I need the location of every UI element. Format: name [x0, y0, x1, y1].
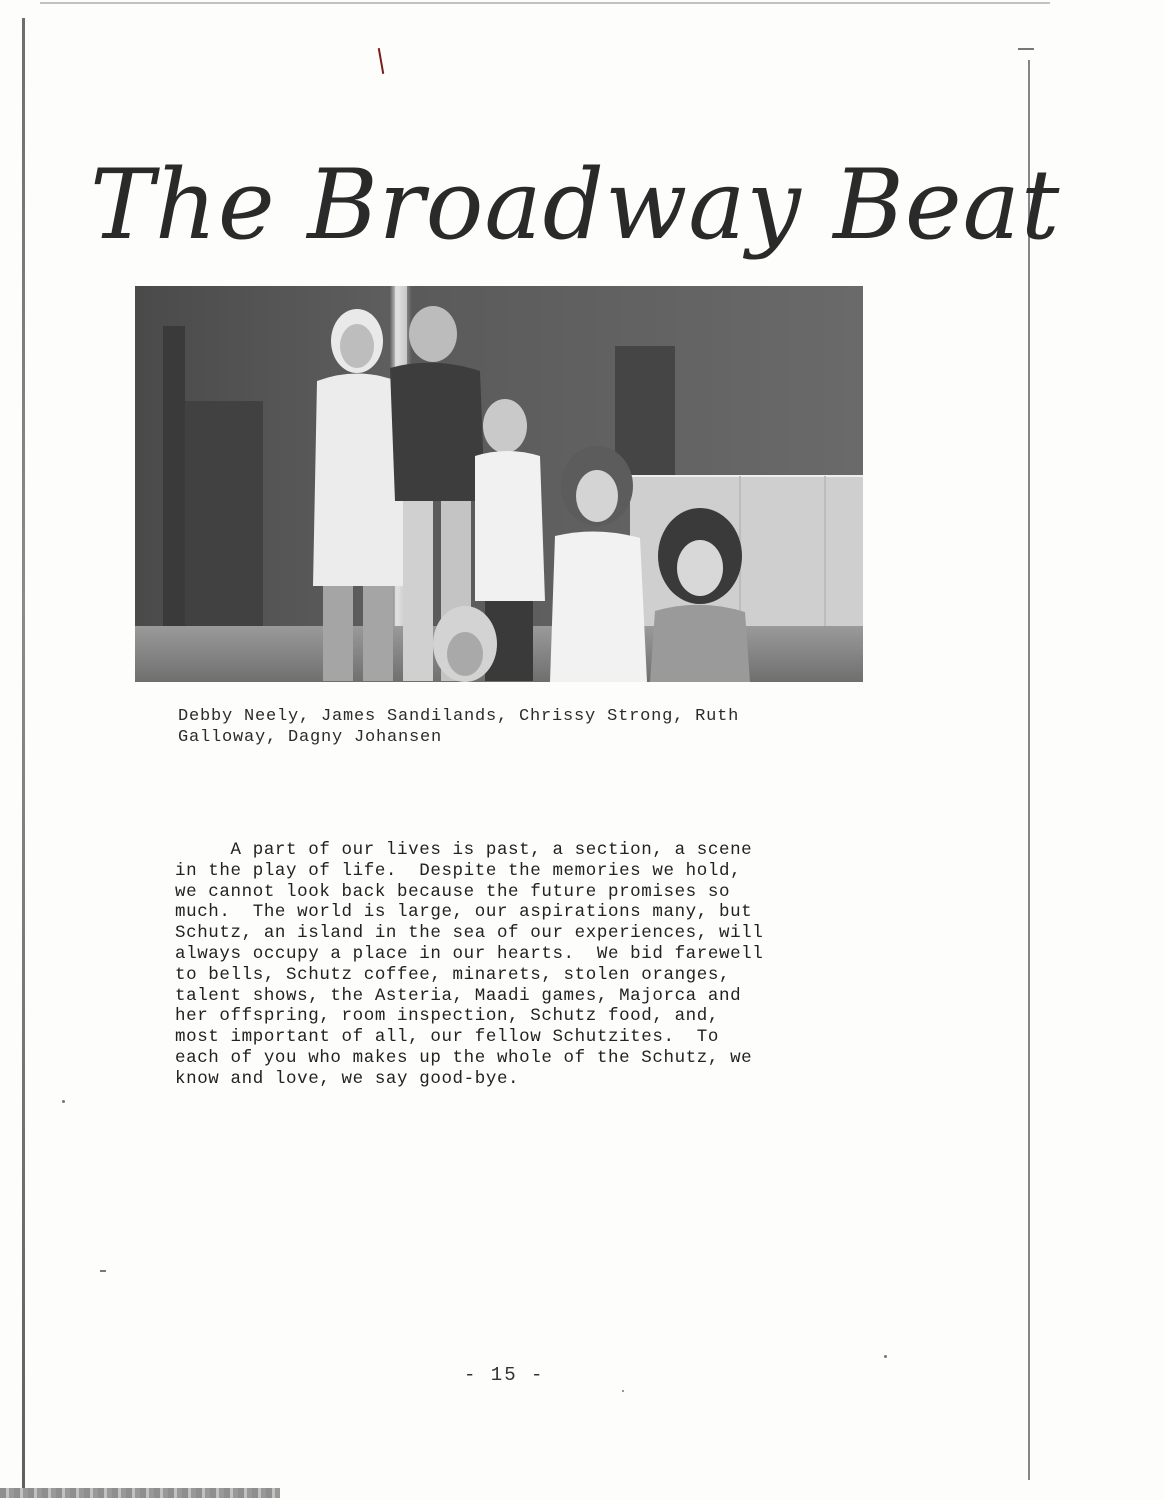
group-photo — [135, 286, 863, 682]
person-6 — [433, 606, 497, 682]
scan-speck — [62, 1100, 65, 1103]
scan-edge-right — [1028, 60, 1030, 1480]
body-line: in the play of life. Despite the memories we hold, — [175, 860, 742, 881]
body-line: most important of all, our fellow Schutzites. To — [175, 1027, 719, 1048]
scan-edge-bottom — [0, 1488, 280, 1498]
caption-line: Galloway, Dagny Johansen — [178, 728, 443, 747]
body-line: always occupy a place in our hearts. We bid farewell — [175, 943, 764, 964]
body-line: to bells, Schutz coffee, minarets, stolen oranges, — [175, 964, 731, 985]
body-line: much. The world is large, our aspirations many, but — [175, 902, 753, 923]
body-line: her offspring, room inspection, Schutz food, and, — [175, 1006, 719, 1027]
body-line: Schutz, an island in the sea of our experiences, will — [175, 923, 764, 944]
scan-edge-top — [40, 2, 1050, 4]
body-line: A part of our lives is past, a section, a scene — [175, 840, 753, 860]
scan-edge-left — [22, 18, 25, 1488]
body-line: talent shows, the Asteria, Maadi games, Majorca and — [175, 985, 742, 1006]
page-number: - 15 - — [464, 1364, 545, 1386]
group-photo-illustration — [135, 286, 863, 682]
body-paragraph — [175, 840, 895, 1090]
body-line: we cannot look back because the future promises so — [175, 881, 731, 902]
photo-caption — [178, 706, 878, 748]
body-line: know and love, we say good-bye. — [175, 1068, 520, 1089]
title-banner — [90, 140, 1061, 270]
page-title: The Broadway Beat — [90, 149, 1061, 261]
scan-speck — [1018, 48, 1034, 50]
caption-line: Debby Neely, James Sandilands, Chrissy Strong, Ruth — [178, 707, 740, 726]
person-4 — [550, 446, 647, 682]
scan-speck — [100, 1270, 106, 1272]
body-line: each of you who makes up the whole of the Schutz, we — [175, 1047, 753, 1068]
scan-speck — [622, 1390, 624, 1392]
scan-speck — [884, 1355, 887, 1358]
ink-mark — [378, 48, 384, 74]
